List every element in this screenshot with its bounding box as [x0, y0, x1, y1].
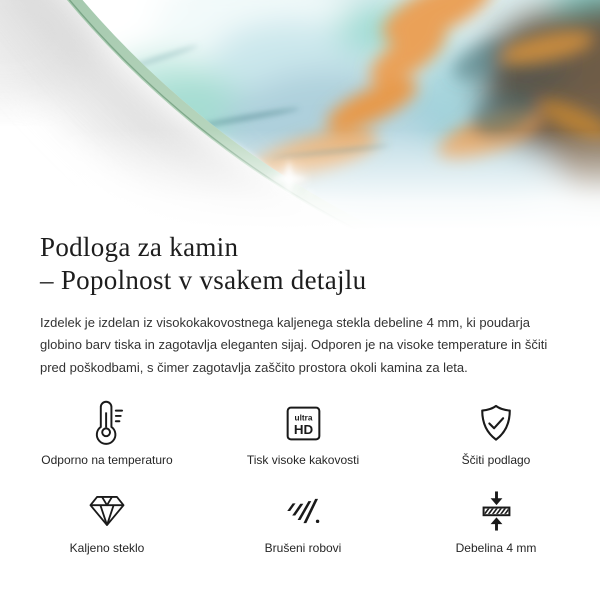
feature-tempered-glass [0, 487, 214, 555]
feature-thickness [392, 487, 600, 555]
page-title-line1: Podloga za kamin [40, 232, 239, 262]
feature-label: Odporno na temperaturo [41, 453, 173, 467]
hatched-edges-icon [285, 487, 321, 535]
feature-print-quality [214, 399, 392, 467]
thickness-arrows-icon [480, 487, 513, 535]
feature-label: Ščiti podlago [461, 453, 531, 467]
ultra-hd-text-top: ultra [294, 413, 312, 423]
shield-check-icon [477, 399, 515, 447]
feature-label: Kaljeno steklo [69, 541, 145, 555]
feature-heat-resistant [0, 399, 214, 467]
features-grid [0, 399, 600, 555]
ultra-hd-icon [286, 399, 321, 447]
page-title-line2: – Popolnost v vsakem detajlu [40, 265, 367, 295]
page-title [40, 231, 366, 297]
product-description: Izdelek je izdelan iz visokokakovostnega kaljenega stekla debeline 4 mm, ki poudarja globino barv tiska in zagotavlja eleganten sijaj. Odporen je na visoke temperature in ščiti pred poškodbami, s čimer zagotavlja zaščito prostora okoli kamina za leta. [40, 315, 548, 375]
diamond-icon [88, 487, 126, 535]
ultra-hd-text-bottom: HD [293, 421, 313, 437]
feature-protects-surface [392, 399, 600, 467]
feature-label: Tisk visoke kakovosti [246, 453, 360, 467]
feature-label: Debelina 4 mm [455, 541, 537, 555]
feature-polished-edges [214, 487, 392, 555]
feature-label: Brušeni robovi [264, 541, 342, 555]
hero-image [0, 0, 600, 230]
thermometer-icon [87, 399, 127, 447]
